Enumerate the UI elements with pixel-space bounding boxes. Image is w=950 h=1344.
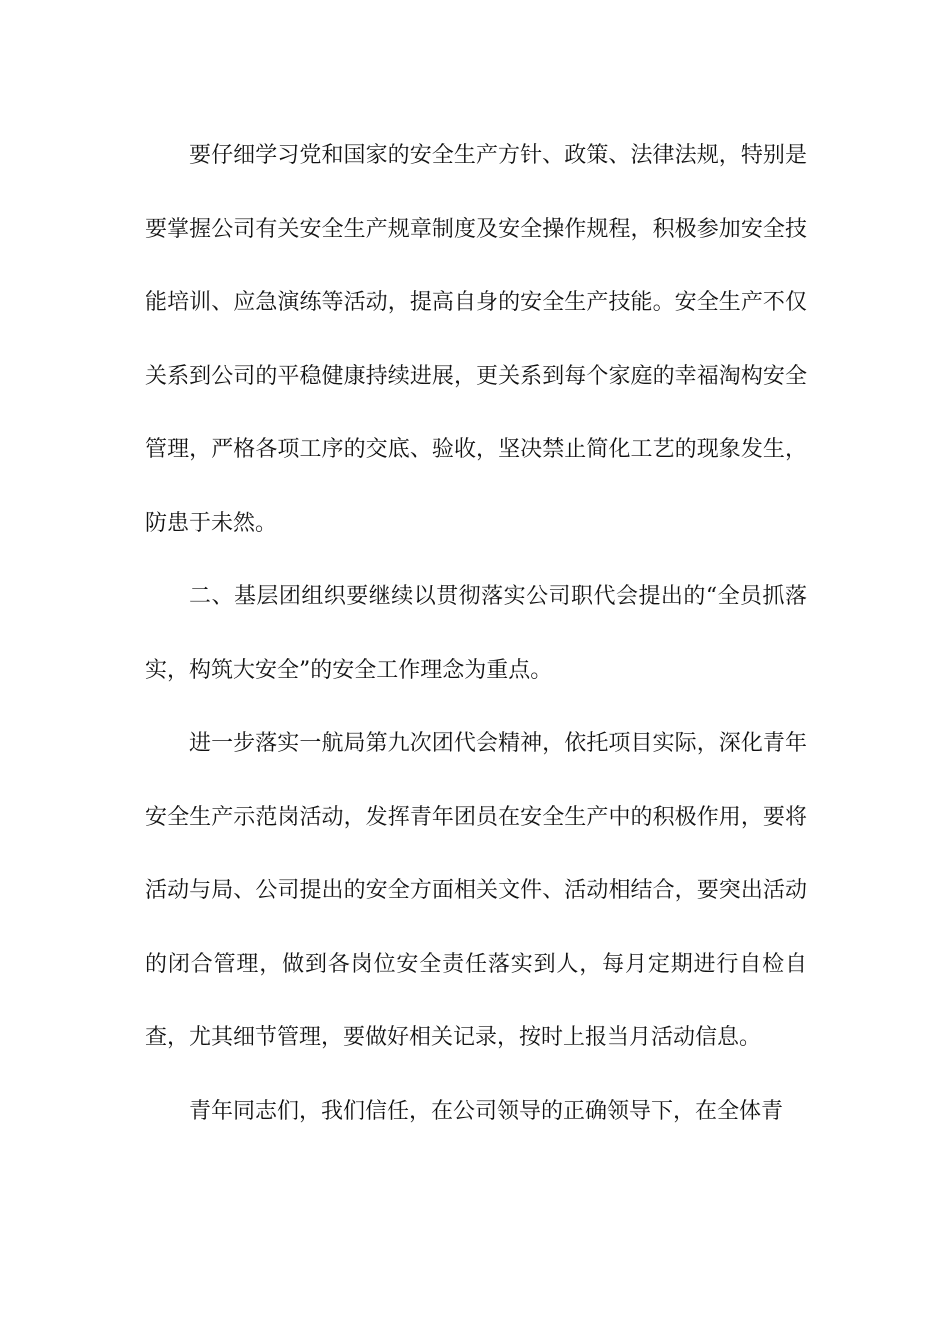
document-body: [145, 119, 807, 1148]
paragraph-closing: 青年同志们，我们信任，在公司领导的正确领导下，在全体青: [189, 1098, 784, 1124]
paragraph-section-two: 二、基层团组织要继续以贯彻落实公司职代会提出的“全员抓落实，构筑大安全”的安全工作理念为重点。: [145, 584, 807, 683]
paragraph-implementation: 进一步落实一航局第九次团代会精神，依托项目实际，深化青年安全生产示范岗活动，发挥青年团员在安全生产中的积极作用，要将活动与局、公司提出的安全方面相关文件、活动相结合，要突出活动的闭合管理，做到各岗位安全责任落实到人，每月定期进行自检自查，尤其细节管理，要做好相关记录，按时上报当月活动信息。: [145, 731, 807, 1050]
paragraph-safety-study: 要仔细学习党和国家的安全生产方针、政策、法律法规，特别是要掌握公司有关安全生产规章制度及安全操作规程，积极参加安全技能培训、应急演练等活动，提高自身的安全生产技能。安全生产不仅关系到公司的平稳健康持续进展，更关系到每个家庭的幸福淘构安全管理，严格各项工序的交底、验收，坚决禁止简化工艺的现象发生，防患于未然。: [145, 143, 807, 536]
